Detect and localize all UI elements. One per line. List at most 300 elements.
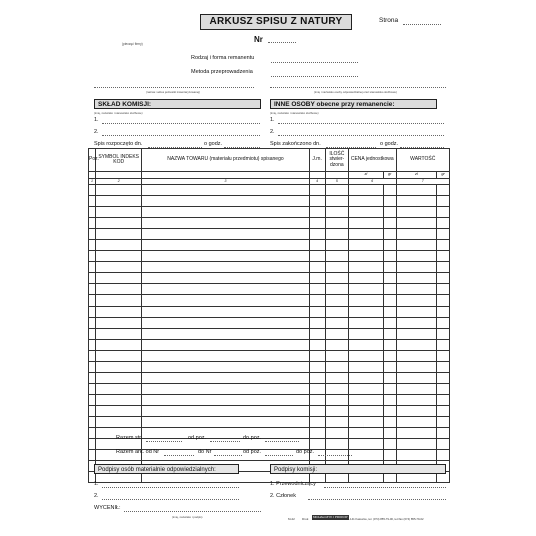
table-cell[interactable] [95,273,141,284]
table-cell[interactable] [348,229,383,240]
table-row [89,262,450,273]
do-poz-label-2: do poz. [296,449,315,455]
table-cell[interactable] [142,284,309,295]
table-cell[interactable] [348,295,383,306]
table-cell[interactable] [142,339,309,350]
table-cell[interactable] [95,339,141,350]
komisja-field-1[interactable] [102,123,260,124]
inne-field-1[interactable] [278,123,444,124]
table-cell[interactable] [142,361,309,372]
table-cell[interactable] [396,394,437,405]
table-cell[interactable] [89,339,96,350]
table-cell[interactable] [95,262,141,273]
col-number: 4 [309,178,325,185]
table-cell[interactable] [437,284,450,295]
table-cell[interactable] [95,284,141,295]
table-cell[interactable] [95,295,141,306]
table-cell[interactable] [437,372,450,383]
table-cell[interactable] [142,295,309,306]
strona-label: Strona [379,17,399,24]
col-symbol: SYMBOL INDEKS KOD [95,149,141,172]
table-cell[interactable] [89,372,96,383]
table-cell[interactable] [437,196,450,207]
table-row [89,350,450,361]
table-cell[interactable] [348,339,383,350]
table-cell[interactable] [142,229,309,240]
table-cell[interactable] [437,295,450,306]
table-cell[interactable] [95,350,141,361]
table-cell[interactable] [95,372,141,383]
col-number: 2 [95,178,141,185]
table-cell[interactable] [396,428,437,439]
table-cell[interactable] [309,306,325,317]
razem-ark-label: Razem ark. od Nr [116,449,160,455]
razem-str-field[interactable] [146,441,182,442]
podpis-czlonek-field[interactable] [308,499,446,500]
table-cell[interactable] [142,428,309,439]
table-cell[interactable] [95,405,141,416]
table-cell[interactable] [309,273,325,284]
table-cell[interactable] [89,295,96,306]
table-cell[interactable] [142,207,309,218]
table-cell[interactable] [325,240,348,251]
table-cell[interactable] [89,317,96,328]
table-cell[interactable] [309,361,325,372]
table-cell[interactable] [325,185,348,196]
table-cell[interactable] [142,383,309,394]
table-cell[interactable] [89,328,96,339]
table-cell[interactable] [95,394,141,405]
do-poz-label: do poz. [243,435,262,441]
od-poz-label: od poz. [188,435,207,441]
table-cell[interactable] [309,196,325,207]
table-cell[interactable] [142,317,309,328]
table-cell[interactable] [89,405,96,416]
table-cell[interactable] [396,262,437,273]
table-cell[interactable] [142,394,309,405]
table-cell[interactable] [309,185,325,196]
table-cell[interactable] [383,306,396,317]
table-cell[interactable] [348,196,383,207]
table-cell[interactable] [348,273,383,284]
table-row [89,416,450,427]
metoda-field[interactable] [271,76,358,77]
table-row [89,218,450,229]
table-row [89,207,450,218]
unit-address-field[interactable] [94,87,254,88]
table-cell[interactable] [325,416,348,427]
table-cell[interactable] [89,218,96,229]
razem-ark-do-poz-field[interactable] [318,455,352,456]
col-number: 3 [142,178,309,185]
table-cell[interactable] [437,328,450,339]
rodzaj-field[interactable] [271,62,358,63]
table-cell[interactable] [437,450,450,461]
inne-header: INNE OSOBY obecne przy remanencie: [270,99,437,109]
table-cell[interactable] [142,350,309,361]
table-cell[interactable] [396,439,437,450]
table-cell[interactable] [89,450,96,461]
table-cell[interactable] [325,317,348,328]
table-cell[interactable] [325,229,348,240]
table-cell[interactable] [309,439,325,450]
table-cell[interactable] [309,262,325,273]
table-cell[interactable] [309,229,325,240]
table-cell[interactable] [396,405,437,416]
spis-start-time-label: o godz. [204,141,223,147]
wartosc-gr: gr [437,172,450,179]
table-cell[interactable] [89,361,96,372]
table-cell[interactable] [437,439,450,450]
podpis-left-field-1[interactable] [102,487,239,488]
table-cell[interactable] [309,240,325,251]
table-cell[interactable] [348,361,383,372]
table-cell[interactable] [89,273,96,284]
razem-ark-od-poz-field[interactable] [265,455,293,456]
table-cell[interactable] [396,284,437,295]
nr-field[interactable] [268,42,296,43]
table-cell[interactable] [309,251,325,262]
table-cell[interactable] [383,240,396,251]
table-cell[interactable] [89,394,96,405]
table-cell[interactable] [396,251,437,262]
table-cell[interactable] [437,416,450,427]
wycenil-field[interactable] [124,511,261,512]
komisja-header: SKŁAD KOMISJI: [94,99,261,109]
table-cell[interactable] [325,428,348,439]
table-cell[interactable] [383,251,396,262]
podpisy-komisji-header: Podpisy komisji: [270,464,446,474]
table-cell[interactable] [396,416,437,427]
table-cell[interactable] [383,361,396,372]
table-cell[interactable] [383,350,396,361]
table-cell[interactable] [396,196,437,207]
table-cell[interactable] [95,416,141,427]
table-cell[interactable] [142,240,309,251]
table-row [89,328,450,339]
table-cell[interactable] [383,439,396,450]
table-cell[interactable] [95,229,141,240]
responsible-person-field[interactable] [270,87,446,88]
table-row [89,361,450,372]
table-cell[interactable] [383,383,396,394]
table-cell[interactable] [325,306,348,317]
table-row [89,251,450,262]
table-cell[interactable] [325,439,348,450]
table-cell[interactable] [396,450,437,461]
table-cell[interactable] [95,251,141,262]
table-cell[interactable] [437,262,450,273]
komisja-item-2: 2. [94,129,99,135]
table-cell[interactable] [325,361,348,372]
table-cell[interactable] [437,229,450,240]
inne-field-2[interactable] [278,135,444,136]
razem-str-label: Razem str. [116,435,143,441]
druk-label: Druk [302,517,309,521]
table-cell[interactable] [383,229,396,240]
table-cell[interactable] [348,306,383,317]
table-row [89,339,450,350]
table-cell[interactable] [348,350,383,361]
table-cell[interactable] [309,350,325,361]
table-cell[interactable] [142,196,309,207]
table-cell[interactable] [95,383,141,394]
table-cell[interactable] [437,240,450,251]
table-cell[interactable] [309,416,325,427]
col-number: 5 [325,178,348,185]
table-cell[interactable] [348,218,383,229]
table-cell[interactable] [325,207,348,218]
table-row [89,273,450,284]
table-cell[interactable] [95,328,141,339]
table-cell[interactable] [95,306,141,317]
table-cell[interactable] [383,196,396,207]
table-cell[interactable] [383,317,396,328]
table-cell[interactable] [383,207,396,218]
wycenil-label: WYCENIŁ: [94,505,121,511]
table-cell[interactable] [325,273,348,284]
table-cell[interactable] [437,361,450,372]
table-cell[interactable] [348,317,383,328]
podpis-left-1: 1. [94,481,99,487]
table-cell[interactable] [142,273,309,284]
publisher-address: 45-141 Katowice, tel. (074) 855-79-00, tel./fax (074) 855-79-02 [346,517,424,521]
table-cell[interactable] [142,185,309,196]
table-cell[interactable] [89,306,96,317]
col-nazwa: NAZWA TOWARU (materiału przedmiotu) spisanego [142,149,309,172]
col-number: 7 [396,178,449,185]
table-row [89,394,450,405]
unit-address-caption: (nazwa i adres jednostki inwentaryzowanej) [146,90,200,94]
podpis-przewodniczacy: 1. Przewodniczący [270,481,316,487]
col-jm: J.m. [309,149,325,172]
table-cell[interactable] [437,350,450,361]
razem-ark-do-field[interactable] [214,455,242,456]
table-cell[interactable] [95,317,141,328]
komisja-caption: (imię, nazwisko i stanowisko służbowe) [94,111,143,115]
table-cell[interactable] [89,207,96,218]
table-cell[interactable] [348,405,383,416]
table-cell[interactable] [348,328,383,339]
table-cell[interactable] [348,185,383,196]
table-cell[interactable] [348,383,383,394]
table-cell[interactable] [437,339,450,350]
table-cell[interactable] [383,295,396,306]
table-row [89,240,450,251]
table-cell[interactable] [348,207,383,218]
table-cell[interactable] [383,339,396,350]
col-ilosc: ILOŚĆ stwier-dzona [325,149,348,172]
table-cell[interactable] [89,284,96,295]
table-cell[interactable] [396,361,437,372]
inventory-table [88,148,450,483]
komisja-field-2[interactable] [102,135,260,136]
table-cell[interactable] [89,428,96,439]
table-cell[interactable] [89,416,96,427]
table-cell[interactable] [348,439,383,450]
table-cell[interactable] [309,383,325,394]
table-cell[interactable] [396,306,437,317]
table-cell[interactable] [309,428,325,439]
table-cell[interactable] [383,328,396,339]
table-cell[interactable] [95,218,141,229]
table-cell[interactable] [396,240,437,251]
table-cell[interactable] [383,284,396,295]
table-cell[interactable] [396,185,437,196]
table-cell[interactable] [348,240,383,251]
table-cell[interactable] [437,218,450,229]
table-cell[interactable] [325,394,348,405]
table-cell[interactable] [142,405,309,416]
komisja-item-1: 1. [94,117,99,123]
table-cell[interactable] [142,416,309,427]
table-cell[interactable] [396,328,437,339]
razem-ark-od-field[interactable] [164,455,194,456]
strona-field[interactable] [403,24,441,25]
table-cell[interactable] [325,295,348,306]
table-cell[interactable] [396,383,437,394]
table-cell[interactable] [437,251,450,262]
table-cell[interactable] [142,372,309,383]
wycenil-caption: (imię, nazwisko i podpis) [172,515,203,519]
table-cell[interactable] [348,428,383,439]
table-cell[interactable] [396,295,437,306]
table-cell[interactable] [383,372,396,383]
table-cell[interactable] [325,284,348,295]
table-cell[interactable] [348,416,383,427]
table-cell[interactable] [309,328,325,339]
table-cell[interactable] [437,405,450,416]
table-cell[interactable] [325,196,348,207]
table-cell[interactable] [95,196,141,207]
inventory-form [88,8,450,528]
table-header-row [89,149,450,172]
table-cell[interactable] [325,328,348,339]
table-cell[interactable] [89,439,96,450]
table-cell[interactable] [95,361,141,372]
table-row [89,185,450,196]
publisher-logo: MICHALCZYK I PROKOP [313,515,348,519]
table-cell[interactable] [396,207,437,218]
table-cell[interactable] [396,339,437,350]
table-cell[interactable] [383,273,396,284]
table-cell[interactable] [325,218,348,229]
podpis-przewodniczacy-field[interactable] [324,487,446,488]
table-cell[interactable] [437,185,450,196]
table-cell[interactable] [348,450,383,461]
table-cell[interactable] [89,262,96,273]
table-cell[interactable] [89,196,96,207]
table-cell[interactable] [95,240,141,251]
table-cell[interactable] [348,251,383,262]
table-cell[interactable] [383,428,396,439]
table-cell[interactable] [348,262,383,273]
do-poz-field[interactable] [265,441,299,442]
table-cell[interactable] [309,405,325,416]
table-cell[interactable] [89,383,96,394]
table-cell[interactable] [325,339,348,350]
table-cell[interactable] [325,251,348,262]
od-poz-field[interactable] [210,441,240,442]
stamp-caption: (pieczęć firmy) [122,42,143,46]
table-cell[interactable] [396,350,437,361]
table-cell[interactable] [95,185,141,196]
table-cell[interactable] [142,251,309,262]
table-cell[interactable] [89,185,96,196]
table-cell[interactable] [383,405,396,416]
table-cell[interactable] [142,328,309,339]
nr-label: Nr [254,35,263,44]
table-cell[interactable] [383,450,396,461]
spis-end-label: Spis zakończono dn. [270,141,321,147]
table-cell[interactable] [437,306,450,317]
table-cell[interactable] [325,262,348,273]
col-poz: Poz. [89,149,96,172]
table-cell[interactable] [348,284,383,295]
table-cell[interactable] [309,372,325,383]
table-cell[interactable] [309,284,325,295]
table-cell[interactable] [309,339,325,350]
table-cell[interactable] [383,394,396,405]
podpis-left-2: 2. [94,493,99,499]
table-cell[interactable] [437,428,450,439]
table-cell[interactable] [89,229,96,240]
podpis-left-field-2[interactable] [102,499,239,500]
inne-item-2: 2. [270,129,275,135]
table-cell[interactable] [437,207,450,218]
table-row [89,284,450,295]
table-cell[interactable] [383,185,396,196]
table-cell[interactable] [309,207,325,218]
table-cell[interactable] [309,218,325,229]
table-cell[interactable] [325,383,348,394]
table-cell[interactable] [396,273,437,284]
table-cell[interactable] [309,394,325,405]
table-row [89,372,450,383]
table-cell[interactable] [437,273,450,284]
table-cell[interactable] [142,262,309,273]
table-cell[interactable] [396,372,437,383]
table-cell[interactable] [396,218,437,229]
rodzaj-label: Rodzaj i forma remanentu [191,55,255,61]
table-cell[interactable] [396,317,437,328]
table-cell[interactable] [437,317,450,328]
table-cell[interactable] [383,262,396,273]
table-cell[interactable] [437,383,450,394]
table-cell[interactable] [325,405,348,416]
table-cell[interactable] [383,218,396,229]
table-cell[interactable] [142,306,309,317]
table-cell[interactable] [95,207,141,218]
table-cell[interactable] [325,350,348,361]
table-cell[interactable] [89,350,96,361]
table-cell[interactable] [89,240,96,251]
table-cell[interactable] [348,394,383,405]
table-cell[interactable] [89,251,96,262]
do-nr-label: do Nr [198,449,212,455]
table-row [89,295,450,306]
table-cell[interactable] [142,218,309,229]
table-cell[interactable] [396,229,437,240]
table-cell[interactable] [383,416,396,427]
table-cell[interactable] [437,394,450,405]
cena-gr: gr [383,172,396,179]
table-cell[interactable] [309,295,325,306]
table-row [89,196,450,207]
table-cell[interactable] [348,372,383,383]
table-cell[interactable] [325,372,348,383]
table-cell[interactable] [309,317,325,328]
